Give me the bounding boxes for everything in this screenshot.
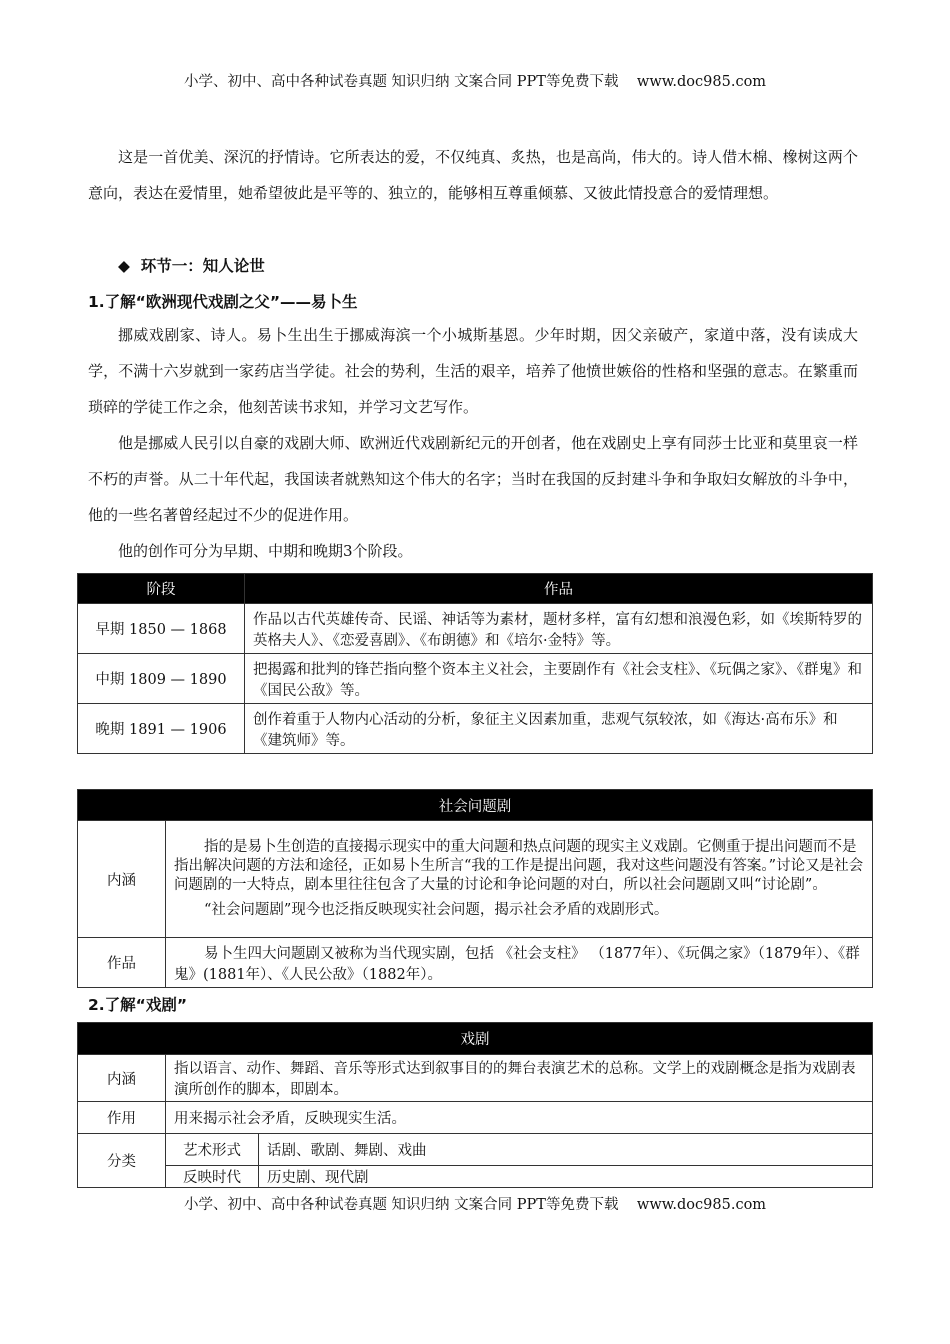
table-row bbox=[78, 1134, 873, 1166]
table-row bbox=[78, 704, 873, 754]
sub-label: 反映时代 bbox=[166, 1166, 259, 1188]
table-row bbox=[78, 1102, 873, 1134]
header-link[interactable]: www.doc985.com bbox=[636, 74, 767, 90]
stages-table bbox=[77, 573, 873, 754]
cell-text: 历史剧、现代剧 bbox=[259, 1166, 873, 1188]
paragraph: 挪威戏剧家、诗人。易卜生出生于挪威海滨一个小城斯基恩。少年时期，因父亲破产，家道中落，没有读成大学，不满十六岁就到一家药店当学徒。社会的势利，生活的艰辛，培养了他愤世嫉俗的性格和坚强的意志。在繁重而琐碎的学徒工作之余，他刻苦读书求知，并学习文艺写作。 bbox=[88, 326, 858, 416]
footer-text: 小学、初中、高中各种试卷真题 知识归纳 文案合同 PPT等免费下载 bbox=[183, 1197, 619, 1213]
table-row bbox=[78, 1166, 873, 1188]
row-label: 作品 bbox=[78, 938, 166, 988]
table-header-row bbox=[78, 574, 873, 604]
table-row bbox=[78, 604, 873, 654]
works-cell: 创作着重于人物内心活动的分析，象征主义因素加重，悲观气氛较浓，如《海达·高布乐》和《建筑师》等。 bbox=[245, 704, 873, 754]
works-cell: 作品以古代英雄传奇、民谣、神话等为素材，题材多样，富有幻想和浪漫色彩，如《埃斯特罗的英格夫人》、《恋爱喜剧》、《布朗德》和《培尔·金特》等。 bbox=[245, 604, 873, 654]
cell-text: 用来揭示社会矛盾，反映现实生活。 bbox=[166, 1102, 873, 1134]
social-drama-table bbox=[77, 789, 873, 988]
table-title: 社会问题剧 bbox=[78, 790, 873, 821]
stage-cell: 晚期 1891 — 1906 bbox=[78, 704, 245, 754]
diamond-bullet-icon: ◆ bbox=[118, 257, 130, 275]
subheading-drama: 2.了解“戏剧” bbox=[88, 996, 188, 1014]
section-title: 环节一：知人论世 bbox=[140, 257, 265, 275]
cell-text: 指的是易卜生创造的直接揭示现实中的重大问题和热点问题的现实主义戏剧。它侧重于提出问题而不是指出解决问题的方法和途径，正如易卜生所言“我的工作是提出问题，我对这些问题没有答案。”讨论又是社会问题剧的一大特点，剧本里往往包含了大量的讨论和争论问题的对白，所以社会问题剧又叫“讨论剧”。 bbox=[174, 839, 864, 893]
paragraph: 他的创作可分为早期、中期和晚期3个阶段。 bbox=[118, 542, 413, 560]
paragraph: 他是挪威人民引以自豪的戏剧大师、欧洲近代戏剧新纪元的开创者，他在戏剧史上享有同莎士比亚和莫里哀一样不朽的声誉。从二十年代起，我国读者就熟知这个伟大的名字；当时在我国的反封建斗争和争取妇女解放的斗争中，他的一些名著曾经起过不少的促进作用。 bbox=[88, 434, 858, 524]
page-header bbox=[0, 70, 950, 91]
cell-text: 易卜生四大问题剧又被称为当代现实剧，包括 《社会支柱》 （1877年）、《玩偶之家》（1879年）、《群鬼》(1881年）、《人民公敌》（1882年）。 bbox=[166, 938, 873, 988]
row-label: 分类 bbox=[78, 1134, 166, 1188]
cell-text: 指以语言、动作、舞蹈、音乐等形式达到叙事目的的舞台表演艺术的总称。文学上的戏剧概念是指为戏剧表演所创作的脚本，即剧本。 bbox=[166, 1055, 873, 1102]
page-footer bbox=[0, 1193, 950, 1214]
table-row bbox=[78, 654, 873, 704]
subheading-ibsen: 1.了解“欧洲现代戏剧之父”——易卜生 bbox=[88, 293, 358, 311]
cell-text: 话剧、歌剧、舞剧、戏曲 bbox=[259, 1134, 873, 1166]
row-label: 内涵 bbox=[78, 1055, 166, 1102]
table-row bbox=[78, 938, 873, 988]
row-label: 作用 bbox=[78, 1102, 166, 1134]
stage-cell: 早期 1850 — 1868 bbox=[78, 604, 245, 654]
column-header: 阶段 bbox=[78, 574, 245, 604]
stage-cell: 中期 1809 — 1890 bbox=[78, 654, 245, 704]
drama-table bbox=[77, 1022, 873, 1188]
row-label: 内涵 bbox=[78, 821, 166, 938]
section-heading bbox=[118, 254, 265, 276]
column-header: 作品 bbox=[245, 574, 873, 604]
works-cell: 把揭露和批判的锋芒指向整个资本主义社会，主要剧作有《社会支柱》、《玩偶之家》、《群鬼》和《国民公敌》等。 bbox=[245, 654, 873, 704]
cell-text: “社会问题剧”现今也泛指反映现实社会问题，揭示社会矛盾的戏剧形式。 bbox=[204, 902, 669, 918]
footer-link[interactable]: www.doc985.com bbox=[636, 1197, 767, 1213]
table-row bbox=[78, 821, 873, 938]
sub-label: 艺术形式 bbox=[166, 1134, 259, 1166]
intro-paragraph: 这是一首优美、深沉的抒情诗。它所表达的爱，不仅纯真、炙热，也是高尚，伟大的。诗人借木棉、橡树这两个意向，表达在爱情里，她希望彼此是平等的、独立的，能够相互尊重倾慕、又彼此情投意合的爱情理想。 bbox=[88, 148, 858, 202]
table-row bbox=[78, 1055, 873, 1102]
table-title: 戏剧 bbox=[78, 1023, 873, 1055]
header-text: 小学、初中、高中各种试卷真题 知识归纳 文案合同 PPT等免费下载 bbox=[183, 74, 619, 90]
